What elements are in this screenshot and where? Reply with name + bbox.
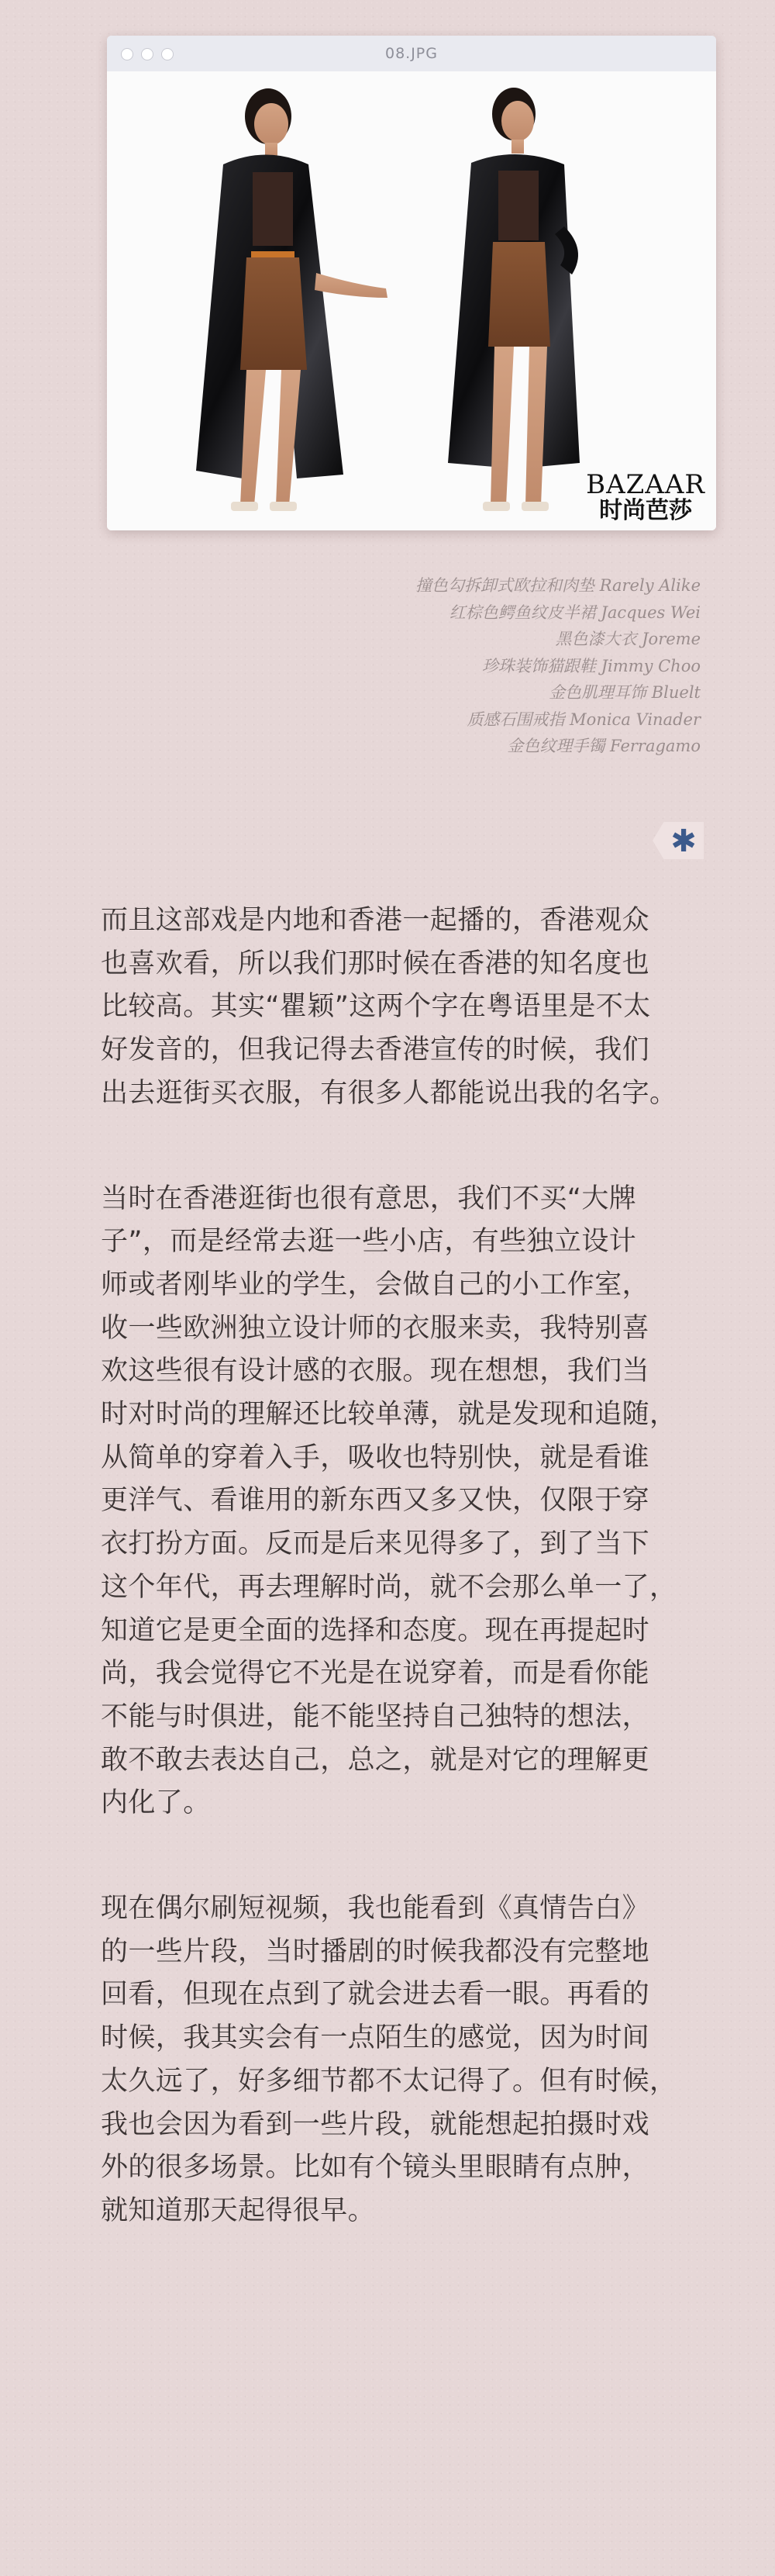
text-line: 更洋气、看谁用的新东西又多又快，仅限于穿 [101, 1485, 650, 1517]
text-line: 时对时尚的理解还比较单薄，就是发现和追随， [101, 1399, 677, 1431]
window-titlebar [107, 36, 716, 72]
text-line: 师或者刚毕业的学生，会做自己的小工作室， [101, 1269, 650, 1300]
text-line: 而且这部戏是内地和香港一起播的，香港观众 [101, 905, 650, 936]
text-line: 从简单的穿着入手，吸收也特别快，就是看谁 [101, 1442, 650, 1473]
paragraph [101, 1178, 690, 1826]
text-line: 现在偶尔刷短视频，我也能看到《真情告白》 [101, 1893, 650, 1925]
brand-logo-en: BAZAAR [586, 469, 705, 500]
text-line: 我也会因为看到一些片段，就能想起拍摄时戏 [101, 2108, 650, 2140]
text-line: 不能与时俱进，能不能坚持自己独特的想法， [101, 1701, 650, 1732]
text-line: 欢这些很有设计感的衣服。现在想想，我们当 [101, 1355, 650, 1387]
text-line: 出去逛街买衣服，有很多人都能说出我的名字。 [101, 1077, 677, 1109]
text-line: 时候，我其实会有一点陌生的感觉，因为时间 [101, 2022, 650, 2054]
text-line: 这个年代，再去理解时尚，就不会那么单一了， [101, 1571, 677, 1603]
credit-line: 金色纹理手镯 Ferragamo [507, 737, 701, 755]
paragraph [101, 1887, 690, 2233]
text-line: 就知道那天起得很早。 [101, 2194, 376, 2226]
fashion-photo [107, 71, 716, 530]
brand-logo [586, 471, 705, 524]
text-line: 好发音的，但我记得去香港宣传的时候，我们 [101, 1034, 650, 1066]
text-line: 太久远了，好多细节都不太记得了。但有时候， [101, 2065, 677, 2097]
credit-line: 红棕色鳄鱼纹皮半裙 Jacques Wei [449, 603, 701, 622]
text-line: 比较高。其实“瞿颖”这两个字在粤语里是不太 [101, 991, 651, 1023]
credit-line: 黑色漆大衣 Joreme [555, 630, 701, 648]
text-line: 内化了。 [101, 1787, 211, 1819]
window-filename: 08.JPG [384, 45, 438, 62]
credit-line: 撞色勾拆卸式欧拉和肉垫 Rarely Alike [415, 576, 701, 595]
outfit-credits [236, 572, 701, 760]
paragraph [101, 900, 690, 1116]
article-body [101, 900, 690, 2233]
model-figure-right [448, 88, 580, 511]
credit-line: 珍珠装饰猫跟鞋 Jimmy Choo [481, 656, 701, 675]
credit-line: 质感石围戒指 Monica Vinader [467, 710, 701, 729]
text-line: 衣打扮方面。反而是后来见得多了，到了当下 [101, 1528, 650, 1560]
section-marker [653, 822, 704, 859]
text-line: 收一些欧洲独立设计师的衣服来卖，我特别喜 [101, 1312, 650, 1344]
text-line: 敢不敢去表达自己，总之，就是对它的理解更 [101, 1744, 650, 1776]
text-line: 外的很多场景。比如有个镜头里眼睛有点肿， [101, 2152, 650, 2184]
credit-line: 金色肌理耳饰 Bluelt [549, 683, 701, 702]
text-line: 知道它是更全面的选择和态度。现在再提起时 [101, 1614, 650, 1646]
text-line: 子”，而是经常去逛一些小店，有些独立设计 [101, 1226, 637, 1258]
text-line: 回看，但现在点到了就会进去看一眼。再看的 [101, 1979, 650, 2011]
text-line: 的一些片段，当时播剧的时候我都没有完整地 [101, 1935, 650, 1967]
asterisk-icon: ✱ [670, 824, 697, 859]
model-figure-left [196, 88, 388, 511]
photo-window [107, 36, 716, 530]
text-line: 当时在香港逛街也很有意思，我们不买“大牌 [101, 1183, 637, 1214]
fashion-photo-illustration [107, 71, 716, 530]
text-line: 也喜欢看，所以我们那时候在香港的知名度也 [101, 948, 650, 979]
brand-logo-cn: 时尚芭莎 [599, 497, 693, 524]
text-line: 尚，我会觉得它不光是在说穿着，而是看你能 [101, 1658, 650, 1690]
